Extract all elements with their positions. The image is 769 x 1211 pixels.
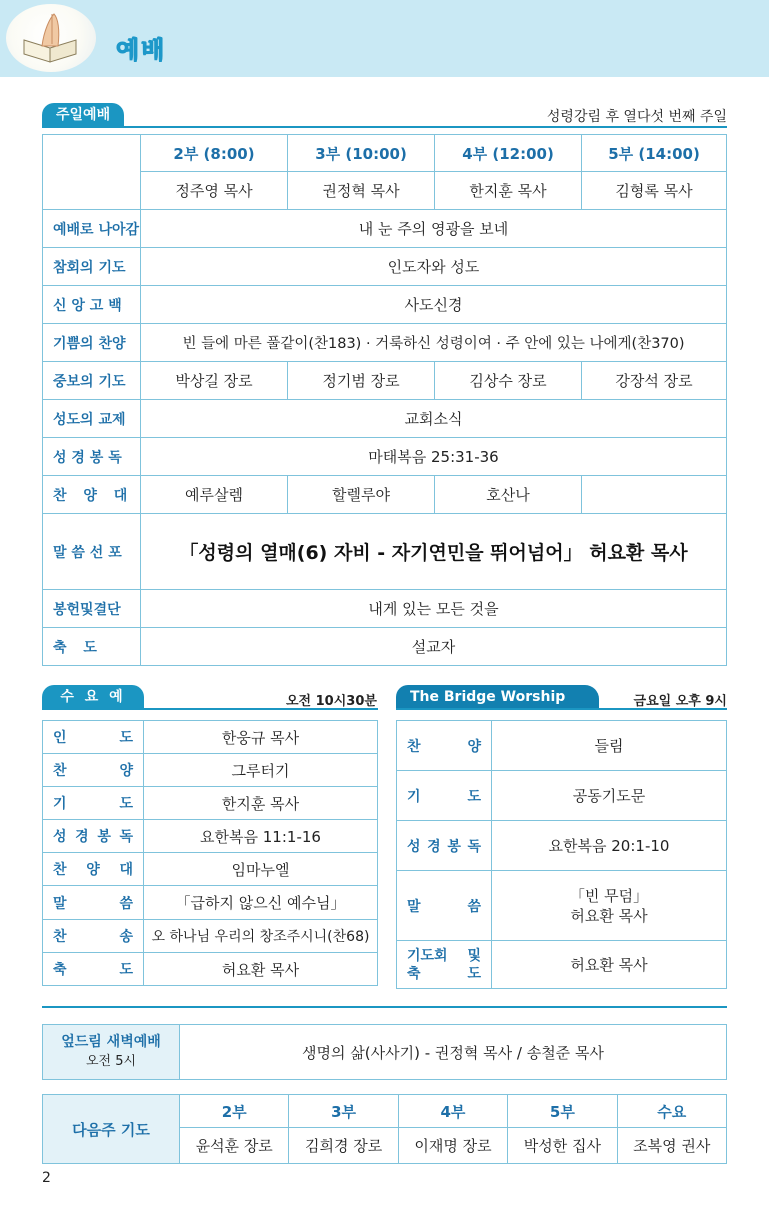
prayer-name: 이재명 장로 bbox=[398, 1128, 507, 1164]
sunday-top-rule bbox=[42, 126, 727, 128]
wednesday-time: 오전 10시30분 bbox=[286, 694, 377, 709]
prayer-col-header: 수요 bbox=[617, 1095, 726, 1128]
row-value: 강장석 장로 bbox=[582, 362, 727, 400]
service-header: 3부 (10:00) bbox=[288, 135, 435, 172]
corner-cell bbox=[43, 135, 141, 210]
row-label bbox=[397, 821, 492, 871]
row-label: 참회의 기도 bbox=[43, 248, 141, 286]
row-value: 「급하지 않으신 예수님」 bbox=[144, 886, 378, 920]
row-value: 할렐루야 bbox=[288, 476, 435, 514]
row-value: 요한복음 11:1-16 bbox=[144, 820, 378, 853]
row-label: 축 도 bbox=[43, 628, 141, 666]
row-label bbox=[43, 953, 144, 986]
row-value: 들림 bbox=[492, 721, 727, 771]
prayer-col-header: 2부 bbox=[180, 1095, 289, 1128]
split-label: 인 도 bbox=[53, 730, 133, 746]
row-value: 박상길 장로 bbox=[141, 362, 288, 400]
service-header: 4부 (12:00) bbox=[435, 135, 582, 172]
prayer-name: 조복영 권사 bbox=[617, 1128, 726, 1164]
prayer-col-header: 5부 bbox=[508, 1095, 617, 1128]
dawn-worship-label bbox=[43, 1025, 180, 1080]
split-label: 기 도 bbox=[407, 788, 481, 805]
row-label bbox=[43, 820, 144, 853]
row-label: 봉헌및결단 bbox=[43, 590, 141, 628]
row-value: 한웅규 목사 bbox=[144, 721, 378, 754]
split-label: 기 도 bbox=[53, 796, 133, 812]
service-preacher: 정주영 목사 bbox=[141, 172, 288, 210]
row-label bbox=[43, 853, 144, 886]
row-value: 내 눈 주의 영광을 보네 bbox=[141, 210, 727, 248]
service-header: 2부 (8:00) bbox=[141, 135, 288, 172]
row-value: 그루터기 bbox=[144, 754, 378, 787]
page-header bbox=[0, 0, 769, 77]
row-value: 인도자와 성도 bbox=[141, 248, 727, 286]
row-value: 정기범 장로 bbox=[288, 362, 435, 400]
row-label bbox=[43, 787, 144, 820]
row-label: 찬 양 대 bbox=[43, 476, 141, 514]
bridge-worship-tag: The Bridge Worship bbox=[396, 685, 599, 709]
row-label: 중보의 기도 bbox=[43, 362, 141, 400]
row-value: 빈 들에 마른 풀같이(찬183) · 거룩하신 성령이여 · 주 안에 있는 나에게(찬370) bbox=[141, 324, 727, 362]
row-value: 허요환 목사 bbox=[144, 953, 378, 986]
prayer-name: 박성한 집사 bbox=[508, 1128, 617, 1164]
split-label: 성 경 봉 독 bbox=[407, 838, 481, 855]
row-label bbox=[43, 721, 144, 754]
row-label: 성 경 봉 독 bbox=[43, 438, 141, 476]
row-label bbox=[397, 871, 492, 941]
split-label: 찬 양 대 bbox=[53, 862, 133, 878]
prayer-col-header: 3부 bbox=[289, 1095, 398, 1128]
next-prayer-table bbox=[42, 1094, 727, 1164]
service-header: 5부 (14:00) bbox=[582, 135, 727, 172]
prayer-col-header: 4부 bbox=[398, 1095, 507, 1128]
sunday-worship-table bbox=[42, 134, 727, 666]
row-value: 교회소식 bbox=[141, 400, 727, 438]
section-divider bbox=[42, 1006, 727, 1008]
sunday-subtitle: 성령강림 후 열다섯 번째 주일 bbox=[546, 109, 727, 125]
row-label bbox=[397, 721, 492, 771]
dawn-worship-value: 생명의 삶(사사기) - 권정혁 목사 / 송철준 목사 bbox=[180, 1025, 727, 1080]
split-label: 말 씀 bbox=[407, 898, 481, 915]
praying-hands-bible-icon bbox=[20, 10, 80, 65]
service-preacher: 권정혁 목사 bbox=[288, 172, 435, 210]
row-value: 설교자 bbox=[141, 628, 727, 666]
sermon-title: 「성령의 열매(6) 자비 - 자기연민을 뛰어넘어」 허요환 목사 bbox=[141, 514, 727, 590]
row-label: 기쁨의 찬양 bbox=[43, 324, 141, 362]
row-label bbox=[43, 886, 144, 920]
row-value: 사도신경 bbox=[141, 286, 727, 324]
prayer-name: 김희경 장로 bbox=[289, 1128, 398, 1164]
split-label: 성 경 봉 독 bbox=[53, 829, 133, 845]
sunday-worship-tag: 주일예배 bbox=[42, 103, 124, 127]
row-label: 성도의 교제 bbox=[43, 400, 141, 438]
dawn-worship-table bbox=[42, 1024, 727, 1080]
row-label bbox=[397, 941, 492, 989]
split-label: 찬 양 bbox=[53, 763, 133, 779]
row-value: 호산나 bbox=[435, 476, 582, 514]
row-value bbox=[582, 476, 727, 514]
page-number: 2 bbox=[42, 1170, 51, 1186]
sermon-title: 「빈 무덤」 bbox=[569, 886, 649, 905]
bridge-worship-table bbox=[396, 720, 727, 989]
bridge-time: 금요일 오후 9시 bbox=[633, 694, 727, 709]
split-label: 기도회 및 bbox=[407, 947, 481, 964]
row-value: 공동기도문 bbox=[492, 771, 727, 821]
row-value: 예루살렘 bbox=[141, 476, 288, 514]
split-label: 찬 송 bbox=[53, 929, 133, 945]
wednesday-worship-table bbox=[42, 720, 378, 986]
row-value: 내게 있는 모든 것을 bbox=[141, 590, 727, 628]
row-value: 마태복음 25:31-36 bbox=[141, 438, 727, 476]
prayer-name: 윤석훈 장로 bbox=[180, 1128, 289, 1164]
next-prayer-label: 다음주 기도 bbox=[43, 1095, 180, 1164]
split-label: 축 도 bbox=[53, 962, 133, 978]
dawn-worship-time: 오전 5시 bbox=[85, 1054, 137, 1069]
split-label: 찬 양 bbox=[407, 738, 481, 755]
sermon-preacher: 허요환 목사 bbox=[570, 906, 648, 925]
row-value: 허요환 목사 bbox=[492, 941, 727, 989]
row-value: 임마누엘 bbox=[144, 853, 378, 886]
service-preacher: 한지훈 목사 bbox=[435, 172, 582, 210]
row-label: 말 씀 선 포 bbox=[43, 514, 141, 590]
row-value: 요한복음 20:1-10 bbox=[492, 821, 727, 871]
dawn-worship-title: 엎드림 새벽예배 bbox=[61, 1034, 161, 1050]
row-label: 신 앙 고 백 bbox=[43, 286, 141, 324]
split-label: 말 씀 bbox=[53, 895, 133, 912]
row-value bbox=[492, 871, 727, 941]
page-title: 예배 bbox=[116, 36, 167, 64]
row-label bbox=[43, 754, 144, 787]
wednesday-worship-tag: 수 요 예 배 bbox=[42, 685, 144, 709]
row-label: 예배로 나아감 bbox=[43, 210, 141, 248]
service-preacher: 김형록 목사 bbox=[582, 172, 727, 210]
split-label: 축 도 bbox=[407, 965, 481, 982]
row-value: 김상수 장로 bbox=[435, 362, 582, 400]
row-label bbox=[43, 920, 144, 953]
row-value: 오 하나님 우리의 창조주시니(찬68) bbox=[144, 920, 378, 953]
row-label bbox=[397, 771, 492, 821]
row-value: 한지훈 목사 bbox=[144, 787, 378, 820]
